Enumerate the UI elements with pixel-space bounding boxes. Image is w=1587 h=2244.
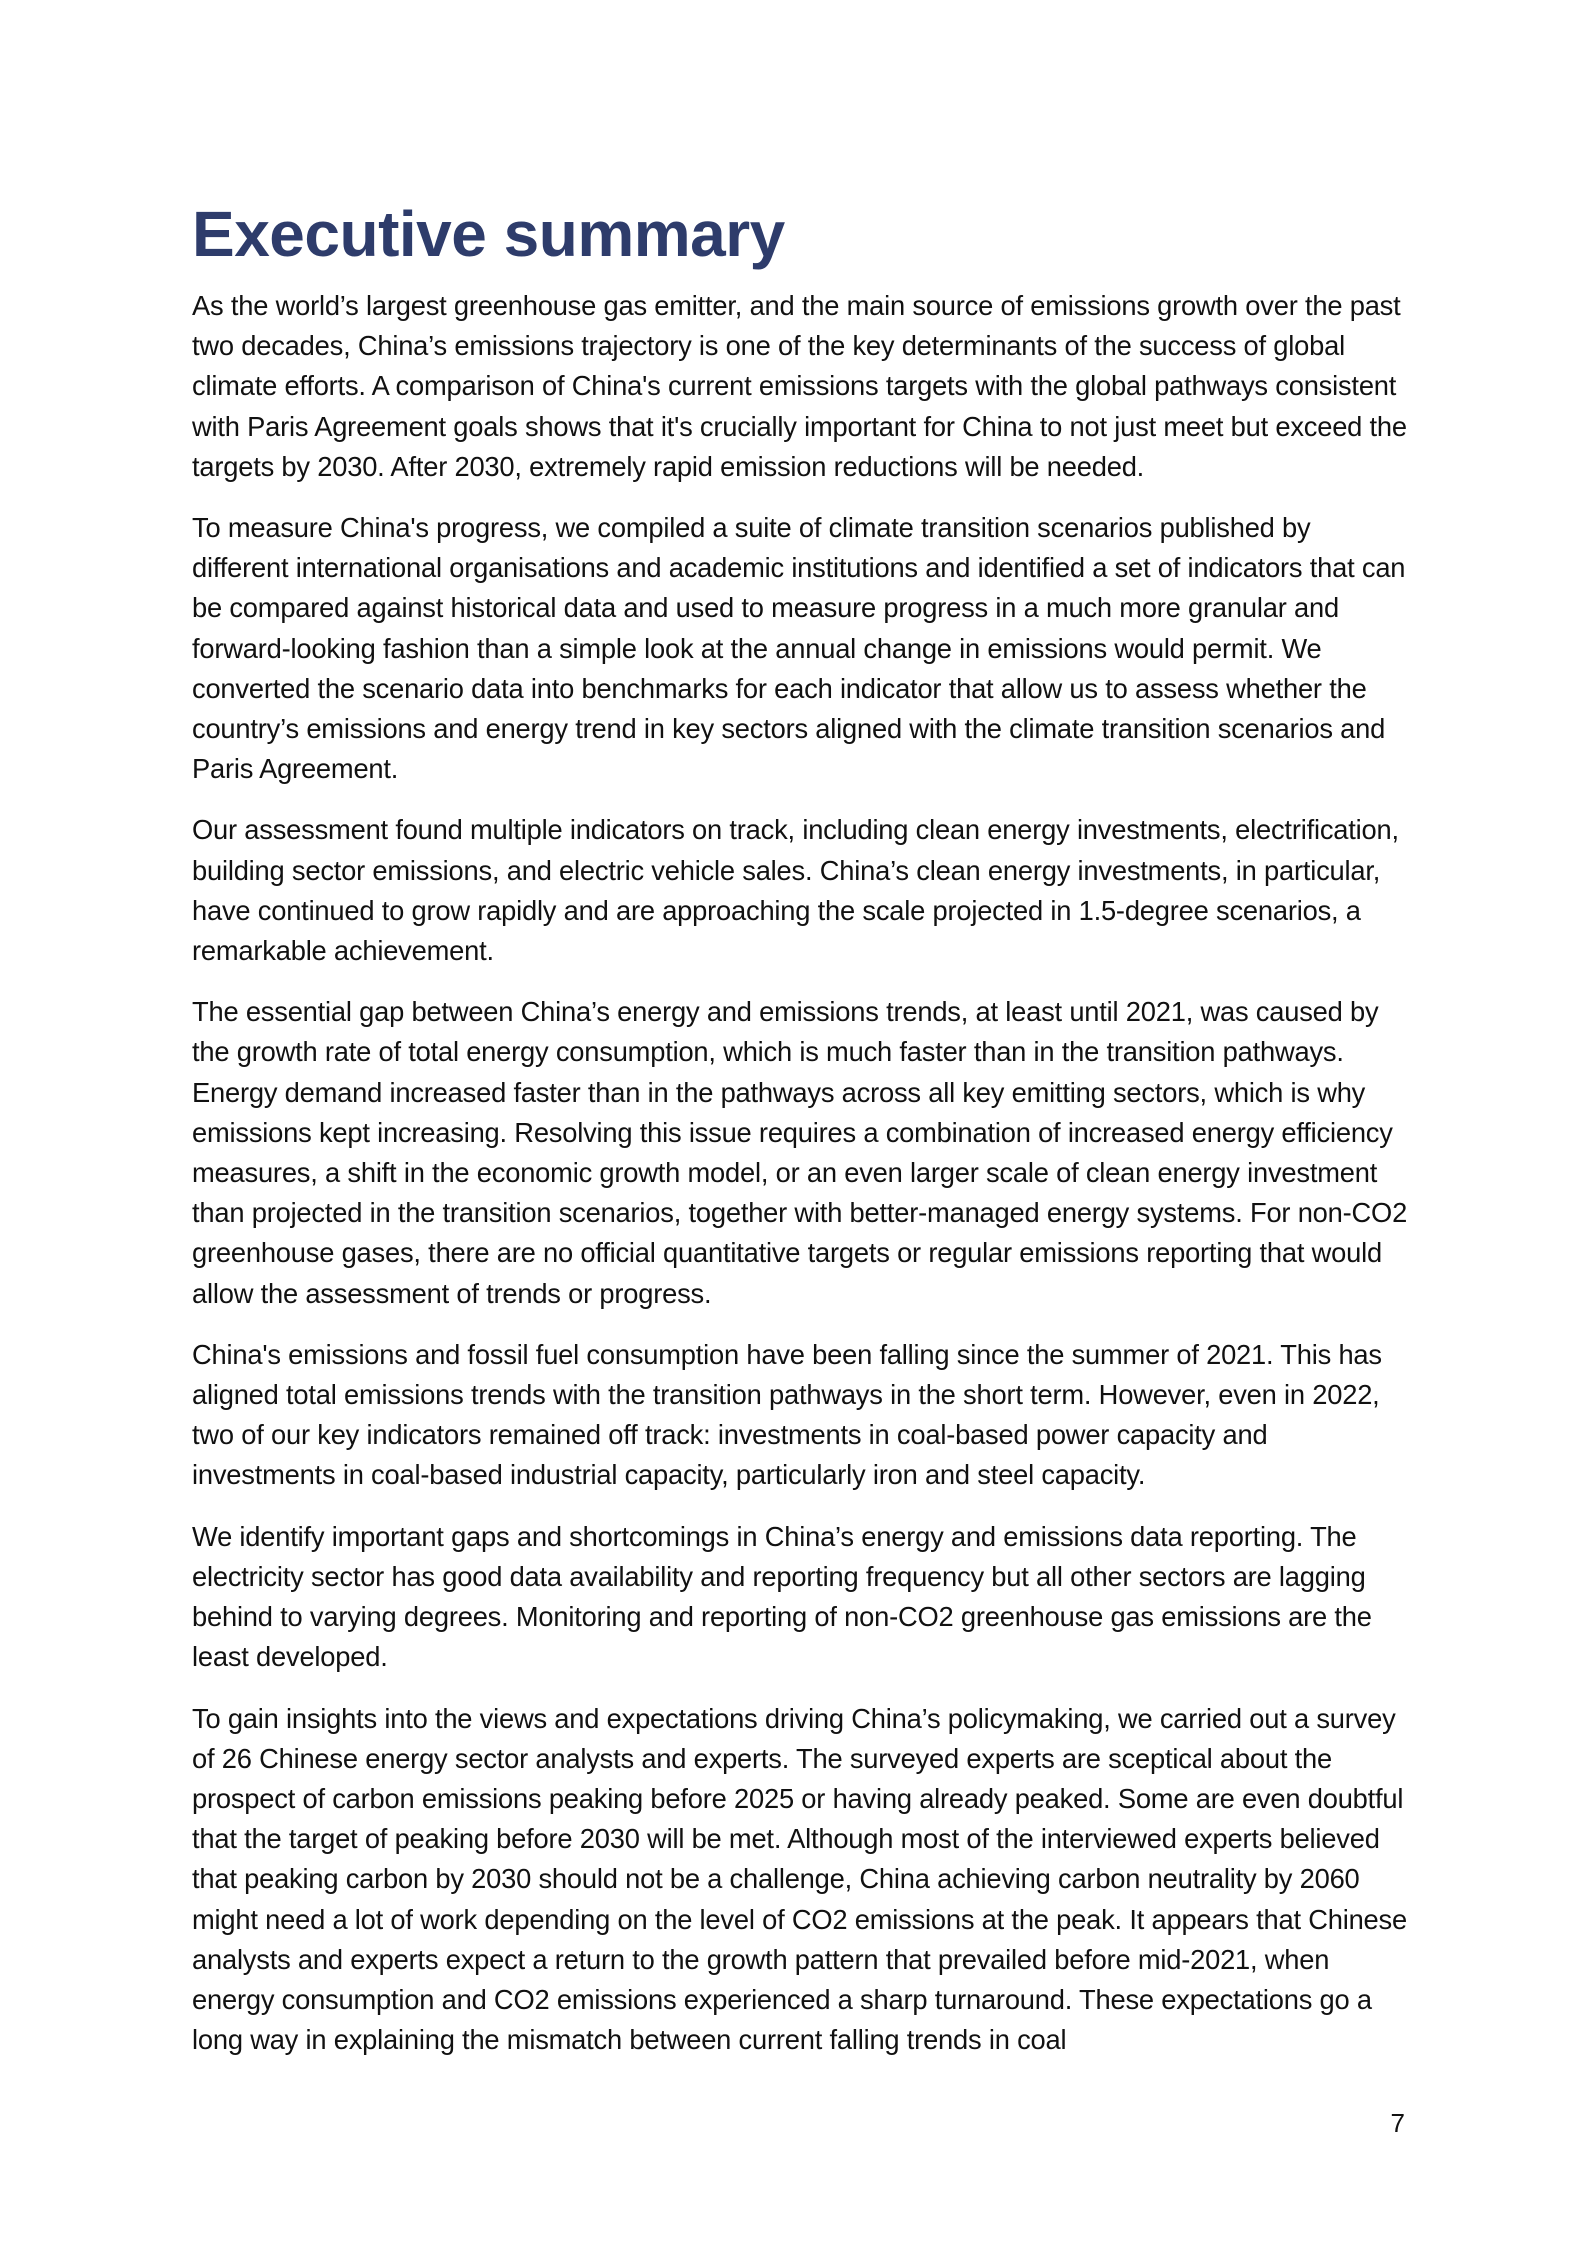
paragraph: We identify important gaps and shortcomings in China’s energy and emissions data reporting. The electricity sector has good data availability and reporting frequency but all other sectors are lagging behind to varying degrees. Monitoring and reporting of non-CO2 greenhouse gas emissions are the least developed. bbox=[192, 1520, 1372, 1673]
paragraph: The essential gap between China’s energy and emissions trends, at least until 2021, was caused by the growth rate of total energy consumption, which is much faster than in the transition pathways. Energy demand increased faster than in the pathways across all key emitting sectors, which is why emissions kept increasing. Resolving this issue requires a combination of increased energy efficiency measures, a shift in the economic growth model, or an even larger scale of clean energy investment than projected in the transition scenarios, together with better-managed energy systems. For non-CO2 greenhouse gases, there are no official quantitative targets or regular emissions reporting that would allow the assessment of trends or progress. bbox=[192, 996, 1408, 1309]
page-number: 7 bbox=[1390, 2108, 1405, 2138]
paragraph: Our assessment found multiple indicators on track, including clean energy investments, electrification, building sector emissions, and electric vehicle sales. China’s clean energy investments, in particular, have continued to grow rapidly and are approaching the scale projected in 1.5-degree scenarios, a remarkable achievement. bbox=[192, 814, 1399, 967]
paragraph: As the world’s largest greenhouse gas emitter, and the main source of emissions growth over the past two decades, China’s emissions trajectory is one of the key determinants of the success of global climate efforts. A comparison of China's current emissions targets with the global pathways consistent with Paris Agreement goals shows that it's crucially important for China to not just meet but exceed the targets by 2030. After 2030, extremely rapid emission reductions will be needed. bbox=[192, 290, 1407, 482]
paragraph: To measure China's progress, we compiled a suite of climate transition scenarios published by different international organisations and academic institutions and identified a set of indicators that can be compared against historical data and used to measure progress in a much more granular and forward-looking fashion than a simple look at the annual change in emissions would permit. We converted the scenario data into benchmarks for each indicator that allow us to assess whether the country’s emissions and energy trend in key sectors aligned with the climate transition scenarios and Paris Agreement. bbox=[192, 512, 1406, 785]
page-content bbox=[192, 196, 1410, 2081]
paragraph: China's emissions and fossil fuel consumption have been falling since the summer of 2021. This has aligned total emissions trends with the transition pathways in the short term. However, even in 2022, two of our key indicators remained off track: investments in coal-based power capacity and investments in coal-based industrial capacity, particularly iron and steel capacity. bbox=[192, 1338, 1382, 1491]
paragraph: To gain insights into the views and expectations driving China’s policymaking, we carried out a survey of 26 Chinese energy sector analysts and experts. The surveyed experts are sceptical about the prospect of carbon emissions peaking before 2025 or having already peaked. Some are even doubtful that the target of peaking before 2030 will be met. Although most of the interviewed experts believed that peaking carbon by 2030 should not be a challenge, China achieving carbon neutrality by 2060 might need a lot of work depending on the level of CO2 emissions at the peak. It appears that Chinese analysts and experts expect a return to the growth pattern that prevailed before mid-2021, when energy consumption and CO2 emissions experienced a sharp turnaround. These expectations go a long way in explaining the mismatch between current falling trends in coal bbox=[192, 1702, 1407, 2056]
page-title: Executive summary bbox=[192, 198, 785, 270]
